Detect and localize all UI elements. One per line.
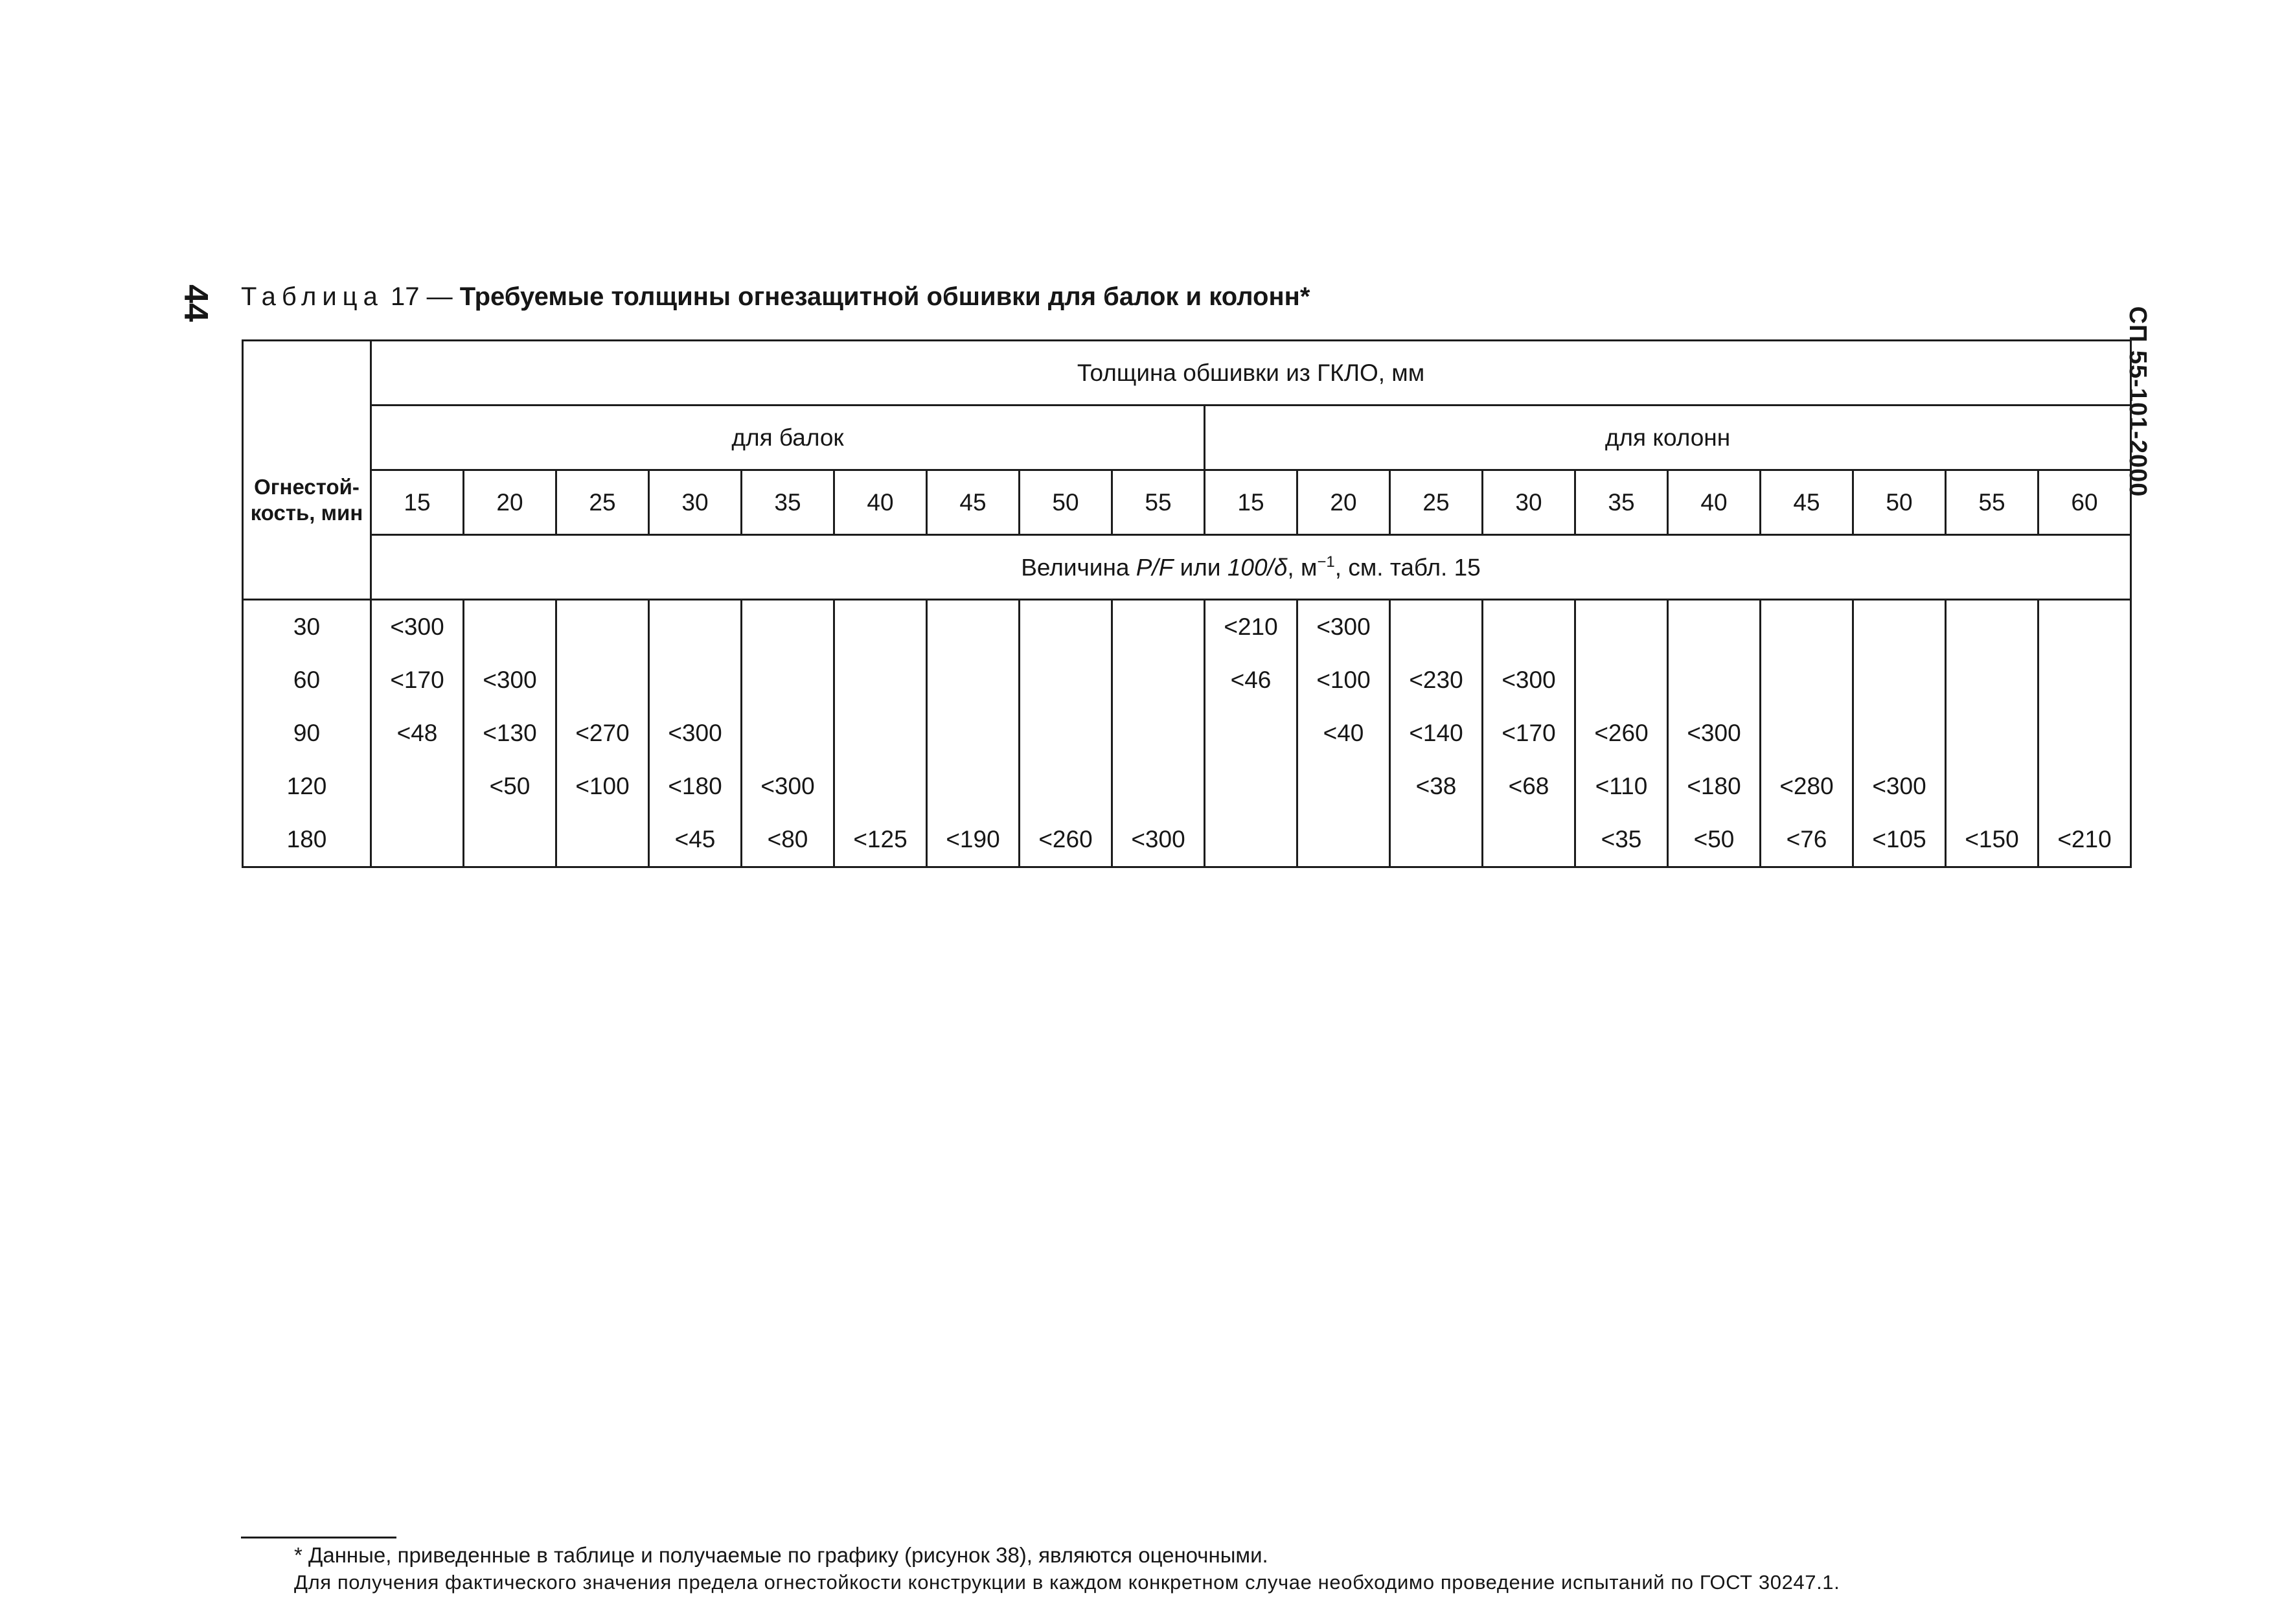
column-value-cell [1205, 707, 1297, 760]
column-value-cell [1483, 813, 1575, 867]
footnote-divider [241, 1537, 396, 1538]
beam-value-cell [834, 654, 927, 707]
caption-label: Таблица [241, 282, 383, 311]
value-header-pf: P/F [1136, 554, 1174, 581]
column-thickness-header: 15 [1205, 470, 1297, 535]
beam-value-cell: <50 [464, 760, 556, 813]
beam-value-cell [649, 654, 742, 707]
beam-value-cell: <270 [556, 707, 649, 760]
beam-value-cell [464, 813, 556, 867]
beam-value-cell [556, 813, 649, 867]
beam-value-cell: <125 [834, 813, 927, 867]
beam-thickness-header: 15 [371, 470, 464, 535]
column-value-cell [1668, 600, 1761, 654]
beam-value-cell [1020, 707, 1112, 760]
column-value-cell: <68 [1483, 760, 1575, 813]
beam-thickness-header: 25 [556, 470, 649, 535]
page-number: 44 [177, 284, 214, 322]
value-header-mid: или [1173, 554, 1228, 581]
beam-thickness-header: 30 [649, 470, 742, 535]
column-value-cell [1390, 813, 1483, 867]
column-thickness-header: 50 [1853, 470, 1946, 535]
column-value-cell [2038, 654, 2131, 707]
column-value-cell [1668, 654, 1761, 707]
column-value-cell [1946, 760, 2038, 813]
beam-value-cell [464, 600, 556, 654]
column-value-cell: <260 [1575, 707, 1668, 760]
column-value-cell [1853, 654, 1946, 707]
beam-value-cell [556, 654, 649, 707]
column-value-cell [1483, 600, 1575, 654]
beam-value-cell: <170 [371, 654, 464, 707]
column-value-cell [1946, 707, 2038, 760]
value-header-unit: , м [1287, 554, 1318, 581]
row-header-bottom [243, 535, 371, 600]
beam-thickness-header: 55 [1112, 470, 1205, 535]
column-value-cell [1761, 600, 1853, 654]
value-header [371, 535, 2131, 600]
beam-value-cell [556, 600, 649, 654]
beam-value-cell [742, 707, 834, 760]
column-value-cell [1390, 600, 1483, 654]
header-main: Толщина обшивки из ГКЛО, мм [371, 341, 2131, 406]
table-row [243, 813, 2131, 867]
column-value-cell [2038, 760, 2131, 813]
value-header-delta: 100/δ [1227, 554, 1288, 581]
fire-resistance-cell: 60 [243, 654, 371, 707]
column-value-cell [1946, 654, 2038, 707]
fire-resistance-cell: 30 [243, 600, 371, 654]
beam-thickness-header: 35 [742, 470, 834, 535]
column-value-cell: <110 [1575, 760, 1668, 813]
column-value-cell: <300 [1297, 600, 1390, 654]
column-value-cell: <46 [1205, 654, 1297, 707]
column-value-cell: <140 [1390, 707, 1483, 760]
column-value-cell [1853, 707, 1946, 760]
column-thickness-header: 25 [1390, 470, 1483, 535]
beam-thickness-header: 20 [464, 470, 556, 535]
beam-value-cell: <260 [1020, 813, 1112, 867]
column-thickness-header: 40 [1668, 470, 1761, 535]
beam-thickness-header: 40 [834, 470, 927, 535]
value-header-sup: −1 [1317, 553, 1335, 571]
column-value-cell [1853, 600, 1946, 654]
beam-value-cell [834, 707, 927, 760]
table-row [243, 600, 2131, 654]
beam-value-cell [1020, 600, 1112, 654]
footnote-1: * Данные, приведенные в таблице и получаемые по графику (рисунок 38), являются оценочными. [294, 1543, 1268, 1567]
column-value-cell: <76 [1761, 813, 1853, 867]
fire-resistance-cell: 90 [243, 707, 371, 760]
beam-value-cell: <180 [649, 760, 742, 813]
footnote-2: Для получения фактического значения предела огнестойкости конструкции в каждом конкретном случае необходимо проведение испытаний по ГОСТ 30247.1. [294, 1571, 1840, 1594]
beam-value-cell: <300 [742, 760, 834, 813]
beam-value-cell: <130 [464, 707, 556, 760]
column-thickness-header: 55 [1946, 470, 2038, 535]
beam-value-cell [371, 760, 464, 813]
beam-value-cell [1112, 600, 1205, 654]
beam-value-cell [927, 654, 1020, 707]
beam-value-cell [649, 600, 742, 654]
beam-value-cell: <48 [371, 707, 464, 760]
beam-value-cell [927, 600, 1020, 654]
column-thickness-header: 60 [2038, 470, 2131, 535]
column-value-cell: <300 [1853, 760, 1946, 813]
caption-title: Требуемые толщины огнезащитной обшивки для балок и колонн* [459, 282, 1310, 311]
column-value-cell: <230 [1390, 654, 1483, 707]
beam-value-cell [1112, 707, 1205, 760]
beam-value-cell: <300 [649, 707, 742, 760]
beam-value-cell [834, 600, 927, 654]
beam-value-cell: <190 [927, 813, 1020, 867]
column-value-cell: <170 [1483, 707, 1575, 760]
column-value-cell: <105 [1853, 813, 1946, 867]
column-value-cell: <180 [1668, 760, 1761, 813]
column-value-cell: <210 [2038, 813, 2131, 867]
beam-value-cell: <300 [371, 600, 464, 654]
beam-value-cell [1112, 654, 1205, 707]
fire-resistance-cell: 120 [243, 760, 371, 813]
column-value-cell: <50 [1668, 813, 1761, 867]
column-thickness-header: 45 [1761, 470, 1853, 535]
beam-value-cell: <100 [556, 760, 649, 813]
column-value-cell: <300 [1483, 654, 1575, 707]
table-row [243, 654, 2131, 707]
beam-thickness-header: 50 [1020, 470, 1112, 535]
column-value-cell: <300 [1668, 707, 1761, 760]
group-beams: для балок [371, 406, 1205, 470]
column-value-cell [1761, 654, 1853, 707]
column-value-cell: <40 [1297, 707, 1390, 760]
table-row [243, 707, 2131, 760]
column-value-cell [1205, 760, 1297, 813]
value-header-tail: , см. табл. 15 [1334, 554, 1481, 581]
beam-value-cell [742, 600, 834, 654]
column-value-cell [1297, 760, 1390, 813]
beam-value-cell [1020, 760, 1112, 813]
beam-value-cell [927, 760, 1020, 813]
row-header-top: Огнестой-кость, мин [243, 341, 371, 535]
document-code: СП 55-101-2000 [2124, 306, 2151, 497]
beam-value-cell [927, 707, 1020, 760]
column-value-cell: <280 [1761, 760, 1853, 813]
column-value-cell [1575, 600, 1668, 654]
column-value-cell: <210 [1205, 600, 1297, 654]
column-value-cell: <100 [1297, 654, 1390, 707]
column-value-cell [1297, 813, 1390, 867]
column-value-cell [1205, 813, 1297, 867]
column-value-cell [2038, 600, 2131, 654]
beam-value-cell [1112, 760, 1205, 813]
table-row [243, 760, 2131, 813]
beam-value-cell: <300 [1112, 813, 1205, 867]
beam-value-cell: <80 [742, 813, 834, 867]
column-value-cell: <35 [1575, 813, 1668, 867]
beam-value-cell [371, 813, 464, 867]
value-header-prefix: Величина [1021, 554, 1136, 581]
beam-thickness-header: 45 [927, 470, 1020, 535]
column-thickness-header: 20 [1297, 470, 1390, 535]
table-caption [241, 282, 1310, 312]
beam-value-cell [834, 760, 927, 813]
beam-value-cell: <45 [649, 813, 742, 867]
column-value-cell [2038, 707, 2131, 760]
column-thickness-header: 30 [1483, 470, 1575, 535]
fire-resistance-cell: 180 [243, 813, 371, 867]
group-columns: для колонн [1205, 406, 2131, 470]
beam-value-cell [1020, 654, 1112, 707]
beam-value-cell: <300 [464, 654, 556, 707]
caption-number: 17 — [390, 282, 453, 311]
column-value-cell [1761, 707, 1853, 760]
thickness-table [242, 339, 2132, 868]
column-value-cell: <150 [1946, 813, 2038, 867]
column-thickness-header: 35 [1575, 470, 1668, 535]
column-value-cell [1575, 654, 1668, 707]
column-value-cell [1946, 600, 2038, 654]
beam-value-cell [742, 654, 834, 707]
column-value-cell: <38 [1390, 760, 1483, 813]
